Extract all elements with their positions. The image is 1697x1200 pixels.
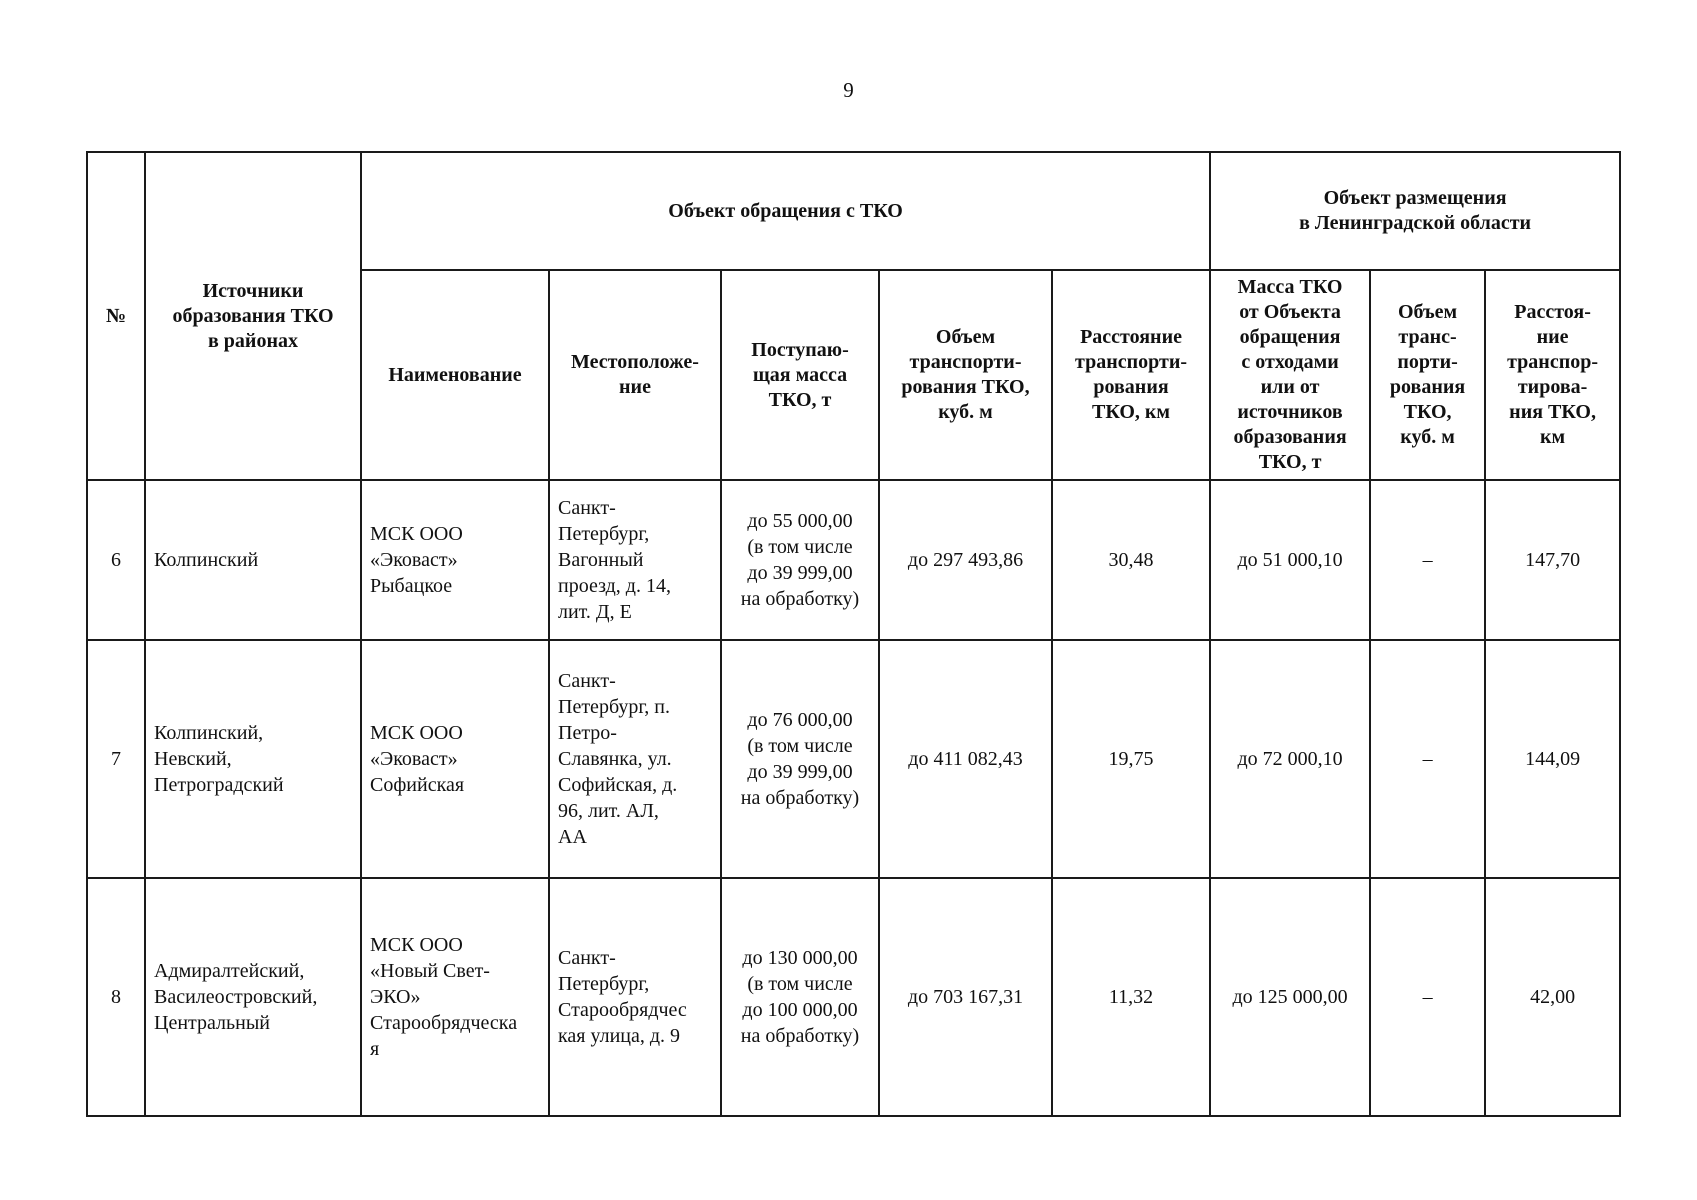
header-placement-volume: Объем транс- порти- рования ТКО, куб. м [1370,270,1485,480]
cell-mass-from-facility: до 72 000,10 [1210,640,1370,878]
table-row [87,878,1620,1116]
cell-location: Санкт- Петербург, Вагонный проезд, д. 14, лит. Д, Е [549,480,721,640]
header-name: Наименование [361,270,549,480]
cell-placement-volume: – [1370,878,1485,1116]
header-location: Местоположе- ние [549,270,721,480]
cell-mass-from-facility: до 125 000,00 [1210,878,1370,1116]
cell-placement-distance: 42,00 [1485,878,1620,1116]
cell-name: МСК ООО «Новый Свет- ЭКО» Старообрядческа я [361,878,549,1116]
cell-placement-volume: – [1370,480,1485,640]
cell-num: 7 [87,640,145,878]
cell-incoming-mass: до 55 000,00 (в том числе до 39 999,00 на обработку) [721,480,879,640]
page-number: 9 [843,78,854,102]
header-transport-volume: Объем транспорти- рования ТКО, куб. м [879,270,1052,480]
header-sources: Источники образования ТКО в районах [145,152,361,480]
cell-placement-distance: 144,09 [1485,640,1620,878]
header-row-groups [87,152,1620,270]
cell-transport-distance: 19,75 [1052,640,1210,878]
cell-num: 8 [87,878,145,1116]
header-group-placement: Объект размещения в Ленинградской области [1210,152,1620,270]
cell-sources: Колпинский, Невский, Петроградский [145,640,361,878]
header-placement-distance: Расстоя- ние транспор- тирова- ния ТКО, км [1485,270,1620,480]
header-group-facility: Объект обращения с ТКО [361,152,1210,270]
cell-incoming-mass: до 76 000,00 (в том числе до 39 999,00 на обработку) [721,640,879,878]
cell-placement-volume: – [1370,640,1485,878]
cell-transport-volume: до 411 082,43 [879,640,1052,878]
header-incoming-mass: Поступаю- щая масса ТКО, т [721,270,879,480]
cell-transport-volume: до 297 493,86 [879,480,1052,640]
cell-placement-distance: 147,70 [1485,480,1620,640]
cell-name: МСК ООО «Эковаст» Рыбацкое [361,480,549,640]
table-row [87,480,1620,640]
header-transport-distance: Расстояние транспорти- рования ТКО, км [1052,270,1210,480]
cell-transport-volume: до 703 167,31 [879,878,1052,1116]
cell-num: 6 [87,480,145,640]
cell-name: МСК ООО «Эковаст» Софийская [361,640,549,878]
cell-transport-distance: 30,48 [1052,480,1210,640]
cell-sources: Колпинский [145,480,361,640]
cell-sources: Адмиралтейский, Василеостровский, Центральный [145,878,361,1116]
cell-mass-from-facility: до 51 000,10 [1210,480,1370,640]
waste-facilities-table [86,151,1621,1117]
cell-location: Санкт- Петербург, Старообрядчес кая улица, д. 9 [549,878,721,1116]
header-num: № [87,152,145,480]
table-row [87,640,1620,878]
header-mass-from-facility: Масса ТКО от Объекта обращения с отходами или от источников образования ТКО, т [1210,270,1370,480]
cell-incoming-mass: до 130 000,00 (в том числе до 100 000,00 на обработку) [721,878,879,1116]
cell-transport-distance: 11,32 [1052,878,1210,1116]
cell-location: Санкт- Петербург, п. Петро- Славянка, ул. Софийская, д. 96, лит. АЛ, АА [549,640,721,878]
